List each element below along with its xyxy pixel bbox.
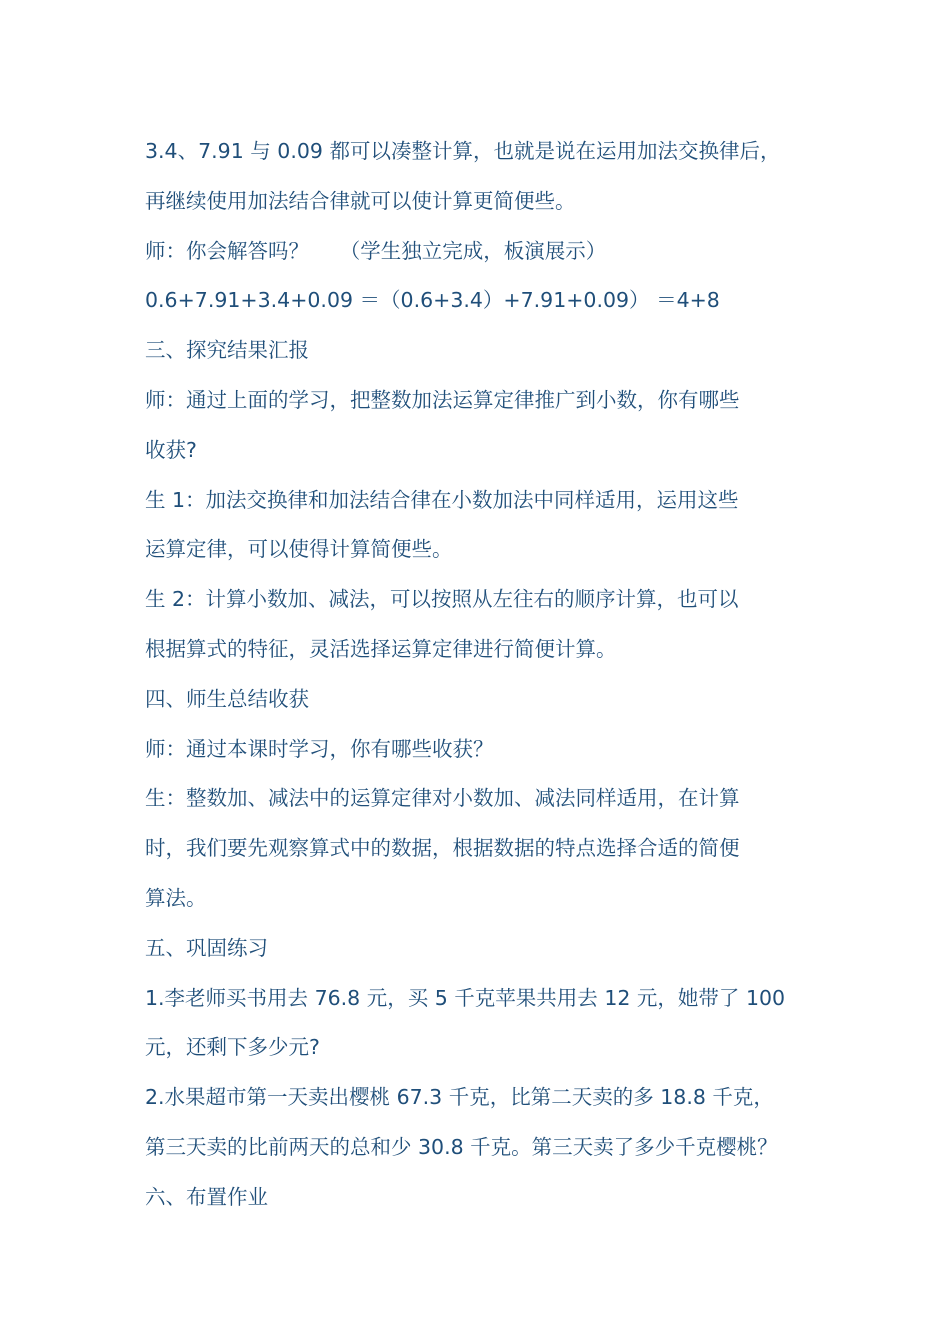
paragraph-line: 师：通过上面的学习，把整数加法运算定律推广到小数，你有哪些 xyxy=(145,387,740,412)
paragraph-line: 3.4、7.91 与 0.09 都可以凑整计算，也就是说在运用加法交换律后， xyxy=(145,139,781,163)
paragraph-line: 收获? xyxy=(145,437,197,462)
student-answer-line: 根据算式的特征，灵活选择运算定律进行简便计算。 xyxy=(145,636,617,661)
student-answer-line: 运算定律，可以使得计算简便些。 xyxy=(145,537,453,562)
student-answer-line: 生：整数加、减法中的运算定律对小数加、减法同样适用，在计算 xyxy=(145,786,740,811)
section-heading-5: 五、巩固练习 xyxy=(145,935,268,960)
section-heading-3: 三、探究结果汇报 xyxy=(145,338,309,363)
student-answer-line: 时，我们要先观察算式中的数据，根据数据的特点选择合适的简便 xyxy=(145,836,740,861)
teacher-question-line: 师：通过本课时学习，你有哪些收获？ xyxy=(145,736,494,761)
section-heading-4: 四、师生总结收获 xyxy=(145,686,309,711)
exercise-line: 第三天卖的比前两天的总和少 30.8 千克。第三天卖了多少千克樱桃？ xyxy=(145,1134,778,1159)
section-heading-6: 六、布置作业 xyxy=(145,1184,268,1209)
paragraph-line: 再继续使用加法结合律就可以使计算更简便些。 xyxy=(145,188,576,213)
student-answer-line: 生 2：计算小数加、减法，可以按照从左往右的顺序计算，也可以 xyxy=(145,587,739,612)
exercise-line: 2.水果超市第一天卖出樱桃 67.3 千克，比第二天卖的多 18.8 千克， xyxy=(145,1085,774,1110)
student-answer-line: 算法。 xyxy=(145,885,207,910)
calculation-line: 0.6+7.91+3.4+0.09 ＝（0.6+3.4）+7.91+0.09） ＝4+8 xyxy=(145,288,720,313)
lesson-text xyxy=(145,128,825,1224)
student-answer-line: 生 1：加法交换律和加法结合律在小数加法中同样适用，运用这些 xyxy=(145,487,739,512)
teacher-question-line: 师：你会解答吗？ （学生独立完成，板演展示） xyxy=(145,238,607,263)
exercise-line: 元，还剩下多少元? xyxy=(145,1035,320,1060)
exercise-line: 1.李老师买书用去 76.8 元，买 5 千克苹果共用去 12 元，她带了 100 xyxy=(145,985,786,1010)
